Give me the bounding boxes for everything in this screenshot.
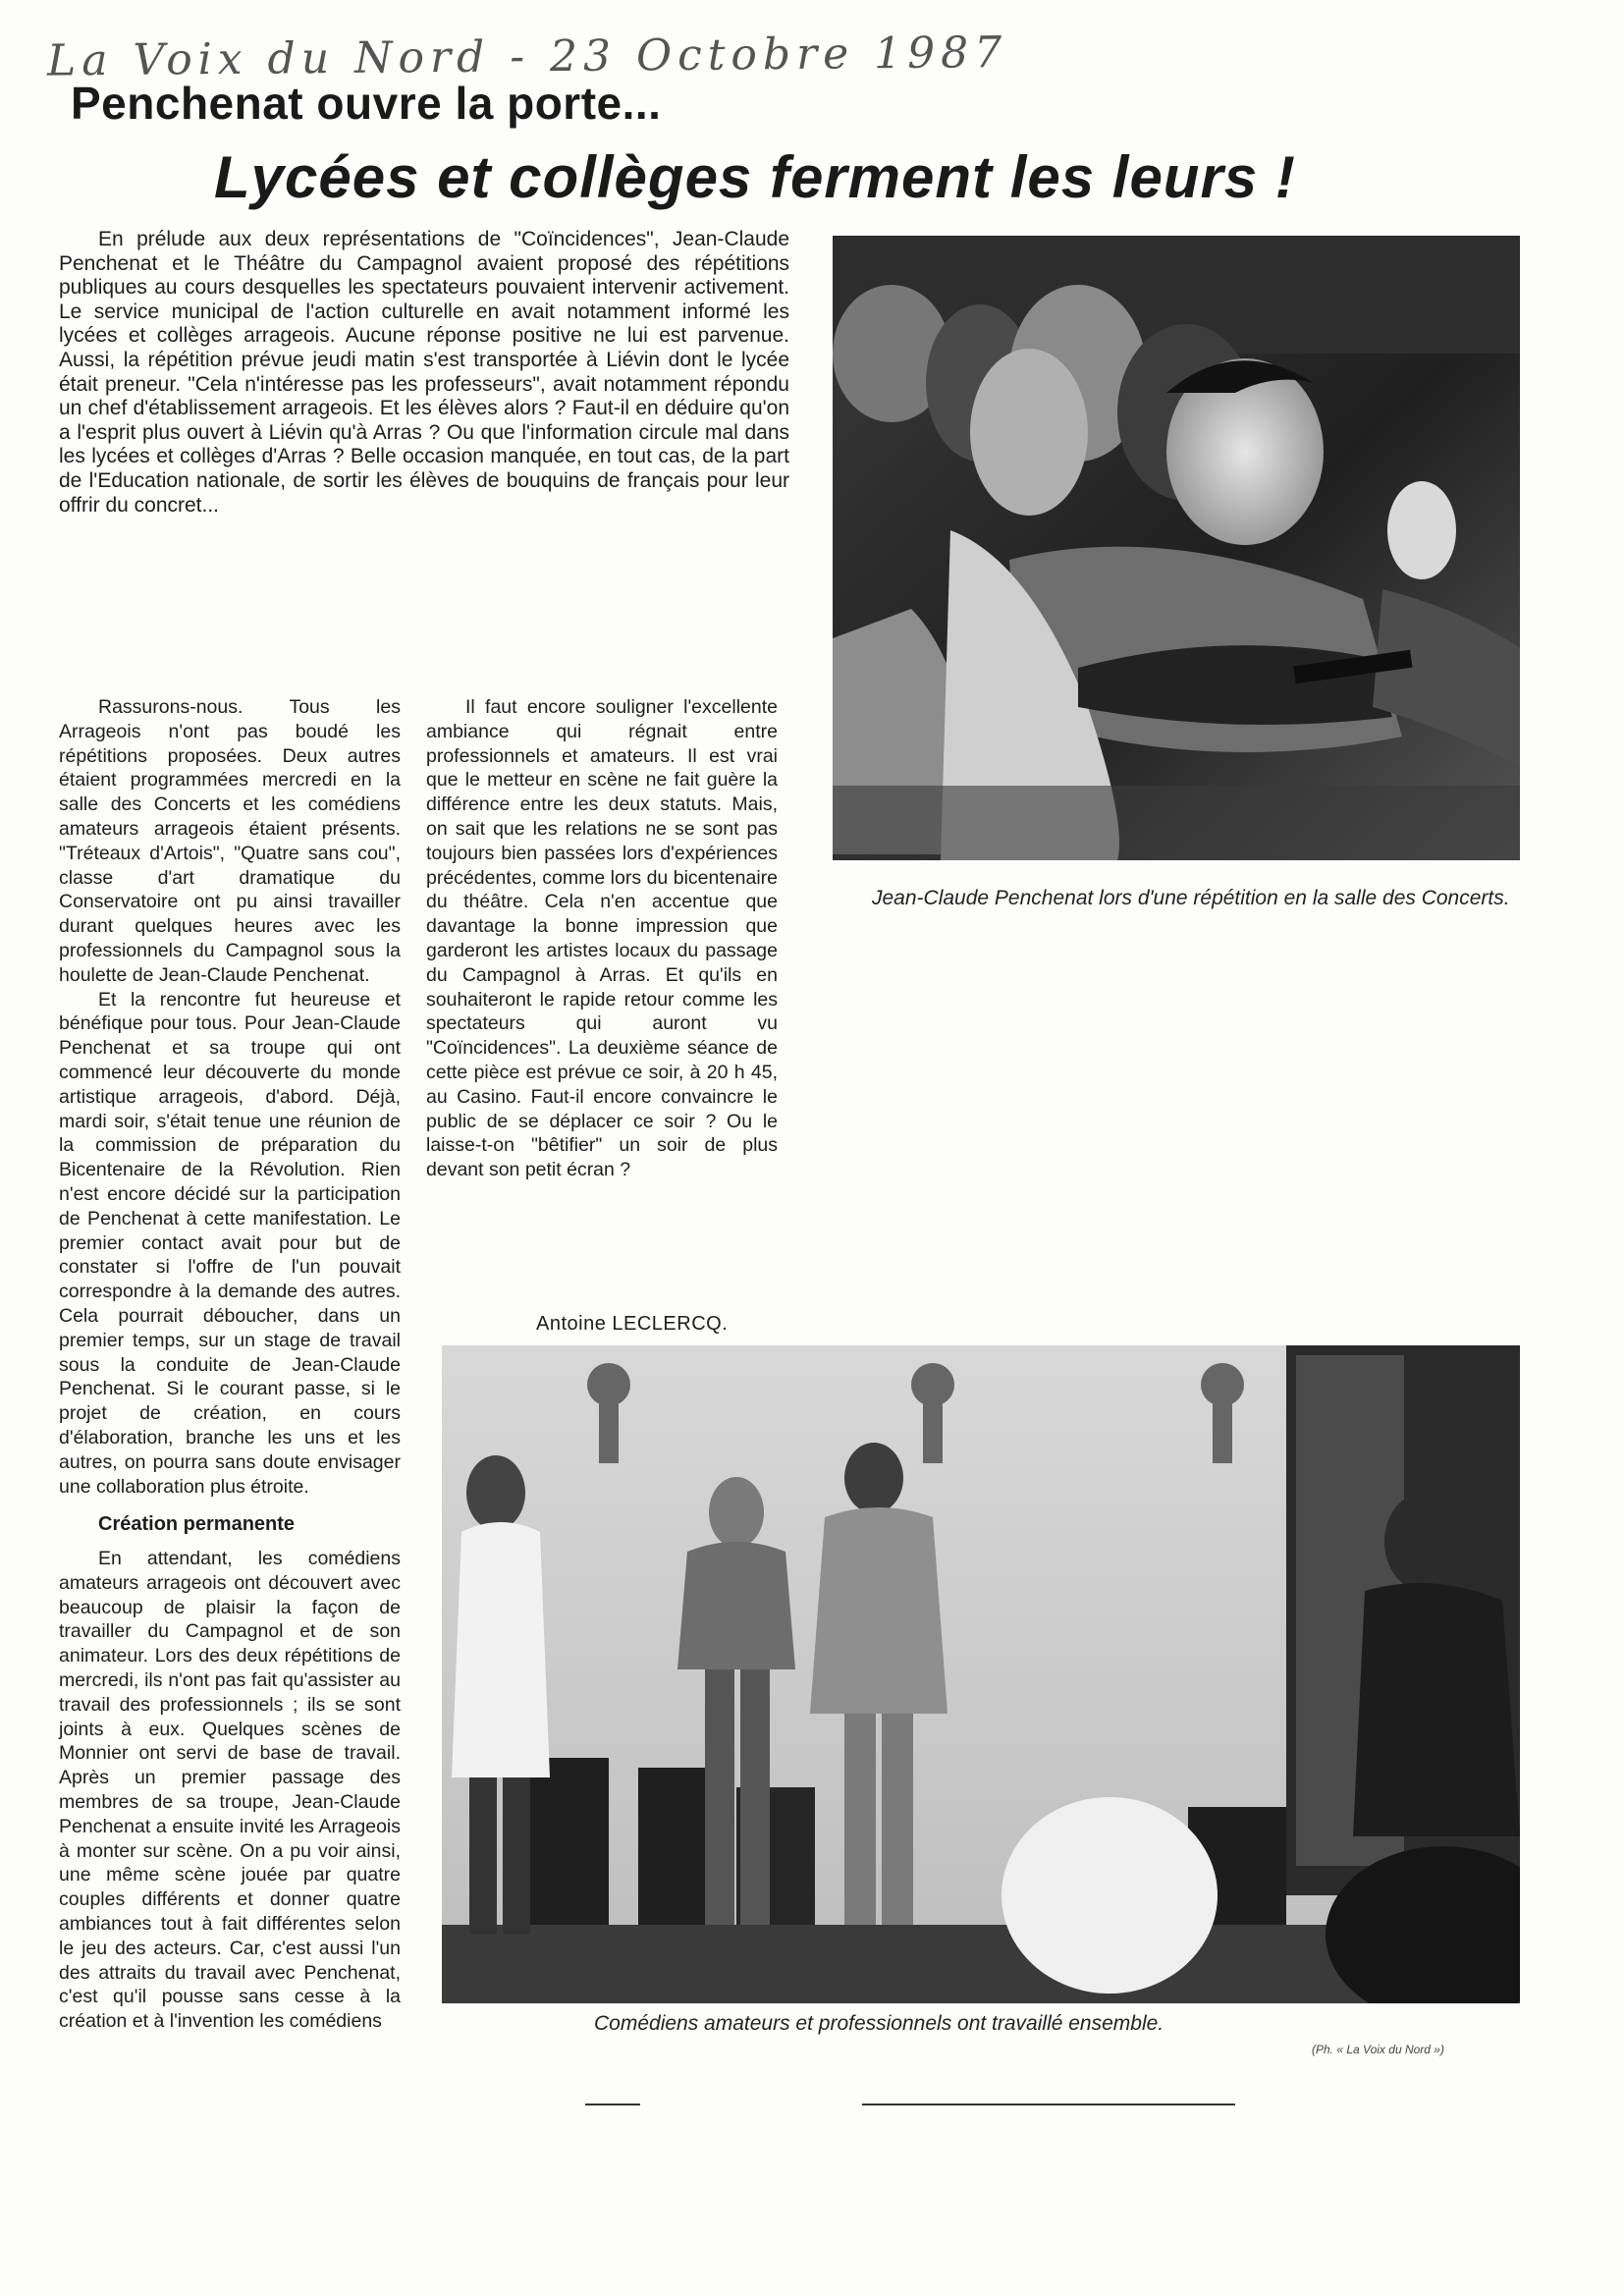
column1-paragraph-2: Et la rencontre fut heureuse et bénéfique pour tous. Pour Jean-Claude Penchenat et sa troupe qui ont commencé leur découverte du monde artistique arrageois, d'abord. Déjà, mardi soir, s'était tenue une réunion de la commission de préparation du Bicentenaire de la Révolution. Rien n'est encore décidé sur la participation de Penchenat à cette manifestation. Le premier contact avait pour but de constater si l'offre de l'un pouvait correspondre à la demande des autres. Cela pourrait déboucher, dans un premier temps, sur un stage de travail sous la conduite de Jean-Claude Penchenat. Si le courant passe, si le projet de création, en cours d'élaboration, branche les uns et les autres, on pourra sans doute envisager une collaboration plus étroite. bbox=[59, 988, 401, 1498]
handwritten-source-note: La Voix du Nord - 23 Octobre 1987 bbox=[46, 27, 1008, 86]
lead-text: En prélude aux deux représentations de "Coïncidences", Jean-Claude Penchenat et le Théâtre du Campagnol avaient proposé des répétitions publiques au cours desquelles les spectateurs pouvaient intervenir activement. Le service municipal de l'action culturelle en avait notamment informé les lycées et collèges arrageois. Aucune réponse positive ne lui est parvenue. Aussi, la répétition prévue jeudi matin s'est transportée à Liévin dont le lycée était preneur. "Cela n'intéresse pas les professeurs", avait notamment répondu un chef d'établissement arrageois. Et les élèves alors ? Faut-il en déduire qu'on a l'esprit plus ouvert à Liévin qu'à Arras ? Ou que l'information circule mal dans les lycées et collèges d'Arras ? Belle occasion manquée, en tout cas, de la part de l'Education nationale, de sortir les élèves de bouquins de français pour leur offrir du concret... bbox=[59, 228, 789, 517]
lead-paragraph bbox=[59, 228, 789, 518]
headline-primary: Penchenat ouvre la porte... bbox=[71, 78, 662, 129]
headline-secondary: Lycées et collèges ferment les leurs ! bbox=[214, 144, 1296, 210]
photo-rehearsal-image bbox=[833, 236, 1520, 860]
column2-paragraph-1: Il faut encore souligner l'excellente ambiance qui régnait entre professionnels et amateurs. Il est vrai que le metteur en scène ne fait guère la différence entre les deux statuts. Mais, on sait que les relations ne se sont pas toujours bien passées lors d'expériences précédentes, comme lors du bicentenaire du théâtre. Cela n'en accentue que davantage la bonne impression que garderont les artistes locaux du passage du Campagnol à Arras. Et qu'ils en souhaiteront le rapide retour comme les spectateurs qui auront vu "Coïncidences". La deuxième séance de cette pièce est prévue ce soir, à 20 h 45, au Casino. Faut-il encore convaincre le public de se déplacer ce soir ? Ou le laisse-t-on "bêtifier" un soir de plus devant son petit écran ? bbox=[426, 696, 778, 1181]
column1-paragraph-3: En attendant, les comédiens amateurs arrageois ont découvert avec beaucoup de plaisir la façon de travailler du Campagnol et de son animateur. Lors des deux répétitions de mercredi, ils n'ont pas fait qu'assister au travail des professionnels ; ils se sont joints à eux. Quelques scènes de Monnier ont servi de base de travail. Après un premier passage des membres de sa troupe, Jean-Claude Penchenat a ensuite invité les Arrageois à monter sur scène. On a pu voir ainsi, une même scène jouée par quatre couples différents et donner quatre ambiances tout à fait différentes selon le jeu des acteurs. Car, c'est aussi l'un des attraits du travail avec Penchenat, c'est qu'il pousse sans cesse à la création et à l'invention les comédiens bbox=[59, 1548, 401, 2033]
photo2-caption: Comédiens amateurs et professionnels ont travaillé ensemble. bbox=[594, 2012, 1164, 2035]
closing-rule-short bbox=[585, 2104, 640, 2105]
photo-ensemble-image bbox=[442, 1345, 1520, 2003]
column1-paragraph-1: Rassurons-nous. Tous les Arrageois n'ont pas boudé les répétitions proposées. Deux autres étaient programmées mercredi en la salle des Concerts et les comédiens amateurs arrageois étaient présents. "Tréteaux d'Artois", "Quatre sans cou", classe d'art dramatique du Conservatoire ont pu ainsi travailler durant quelques heures avec les professionnels du Campagnol sous la houlette de Jean-Claude Penchenat. bbox=[59, 696, 401, 986]
photo-rehearsal-penchenat bbox=[833, 236, 1520, 860]
photo-actors-ensemble bbox=[442, 1345, 1520, 2003]
photo-credit: (Ph. « La Voix du Nord ») bbox=[1312, 2043, 1444, 2056]
closing-rule-long bbox=[862, 2104, 1235, 2105]
photo1-caption: Jean-Claude Penchenat lors d'une répétition en la salle des Concerts. bbox=[872, 887, 1510, 909]
author-byline: Antoine LECLERCQ. bbox=[536, 1313, 729, 1335]
article-column-1 bbox=[59, 695, 401, 2034]
subheading-creation-permanente: Création permanente bbox=[98, 1513, 296, 1536]
article-column-2 bbox=[426, 695, 778, 1182]
